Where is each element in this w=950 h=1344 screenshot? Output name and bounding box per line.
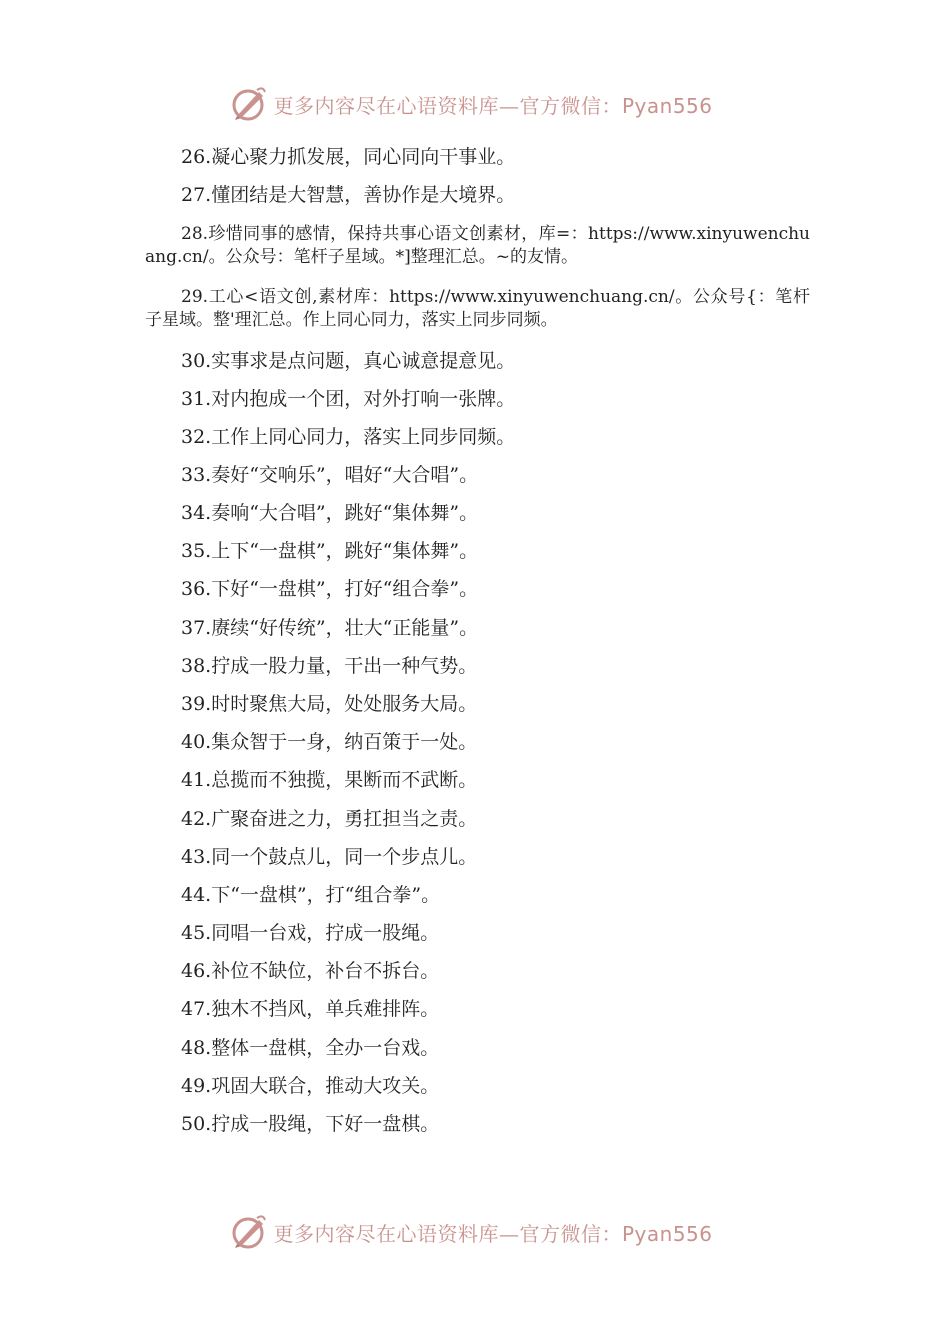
list-item: 34.奏响“大合唱”，跳好“集体舞”。 [181,502,479,524]
list-item: 28.珍惜同事的感情，保持共事心语文创素材，库=：https://www.xinyuwenchuang.cn/。公众号：笔杆子星域。*]整理汇总。~的友情。 [145,224,810,267]
list-item: 36.下好“一盘棋”，打好“组合拳”。 [181,578,479,600]
banner-handle: Pyan556 [621,1221,713,1246]
list-item: 39.时时聚焦大局，处处服务大局。 [181,693,478,715]
list-item: 40.集众智于一身，纳百策于一处。 [181,731,478,753]
list-item: 37.赓续“好传统”，壮大“正能量”。 [181,617,479,639]
list-item: 49.巩固大联合，推动大攻关。 [181,1075,440,1097]
list-item: 35.上下“一盘棋”，跳好“集体舞”。 [181,540,479,562]
list-item: 38.拧成一股力量，干出一种气势。 [181,655,478,677]
list-item: 45.同唱一台戏，拧成一股绳。 [181,922,440,944]
list-item: 33.奏好“交响乐”，唱好“大合唱”。 [181,464,479,486]
footer-banner [0,1212,950,1252]
list-item: 44.下“一盘棋”，打“组合拳”。 [181,884,441,906]
list-item: 32.工作上同心同力，落实上同步同频。 [181,426,516,448]
banner-label: 更多内容尽在心语资料库—官方微信： [273,93,622,118]
list-item: 50.拧成一股绳，下好一盘棋。 [181,1113,440,1135]
banner-text [273,90,712,119]
banner-label: 更多内容尽在心语资料库—官方微信： [273,1221,622,1246]
pen-logo-icon [229,1212,269,1252]
list-item: 46.补位不缺位，补台不拆台。 [181,960,440,982]
list-item: 47.独木不挡风，单兵难排阵。 [181,998,440,1020]
list-item: 42.广聚奋进之力，勇扛担当之责。 [181,808,478,830]
header-banner [0,84,950,124]
list-item: 43.同一个鼓点儿，同一个步点儿。 [181,846,478,868]
banner-text [273,1218,712,1247]
list-item: 29.工心<语文创,素材库：https://www.xinyuwenchuang.cn/。公众号{：笔杆子星域。整'理汇总。作上同心同力，落实上同步同频。 [145,287,810,330]
banner-handle: Pyan556 [621,93,713,118]
list-item: 26.凝心聚力抓发展，同心同向干事业。 [181,146,516,168]
pen-logo-icon [229,84,269,124]
list-item: 30.实事求是点问题，真心诚意提意见。 [181,350,516,372]
list-item: 48.整体一盘棋，全办一台戏。 [181,1037,440,1059]
list-item: 31.对内抱成一个团，对外打响一张牌。 [181,388,516,410]
list-item: 41.总揽而不独揽，果断而不武断。 [181,769,478,791]
list-item: 27.懂团结是大智慧，善协作是大境界。 [181,184,516,206]
